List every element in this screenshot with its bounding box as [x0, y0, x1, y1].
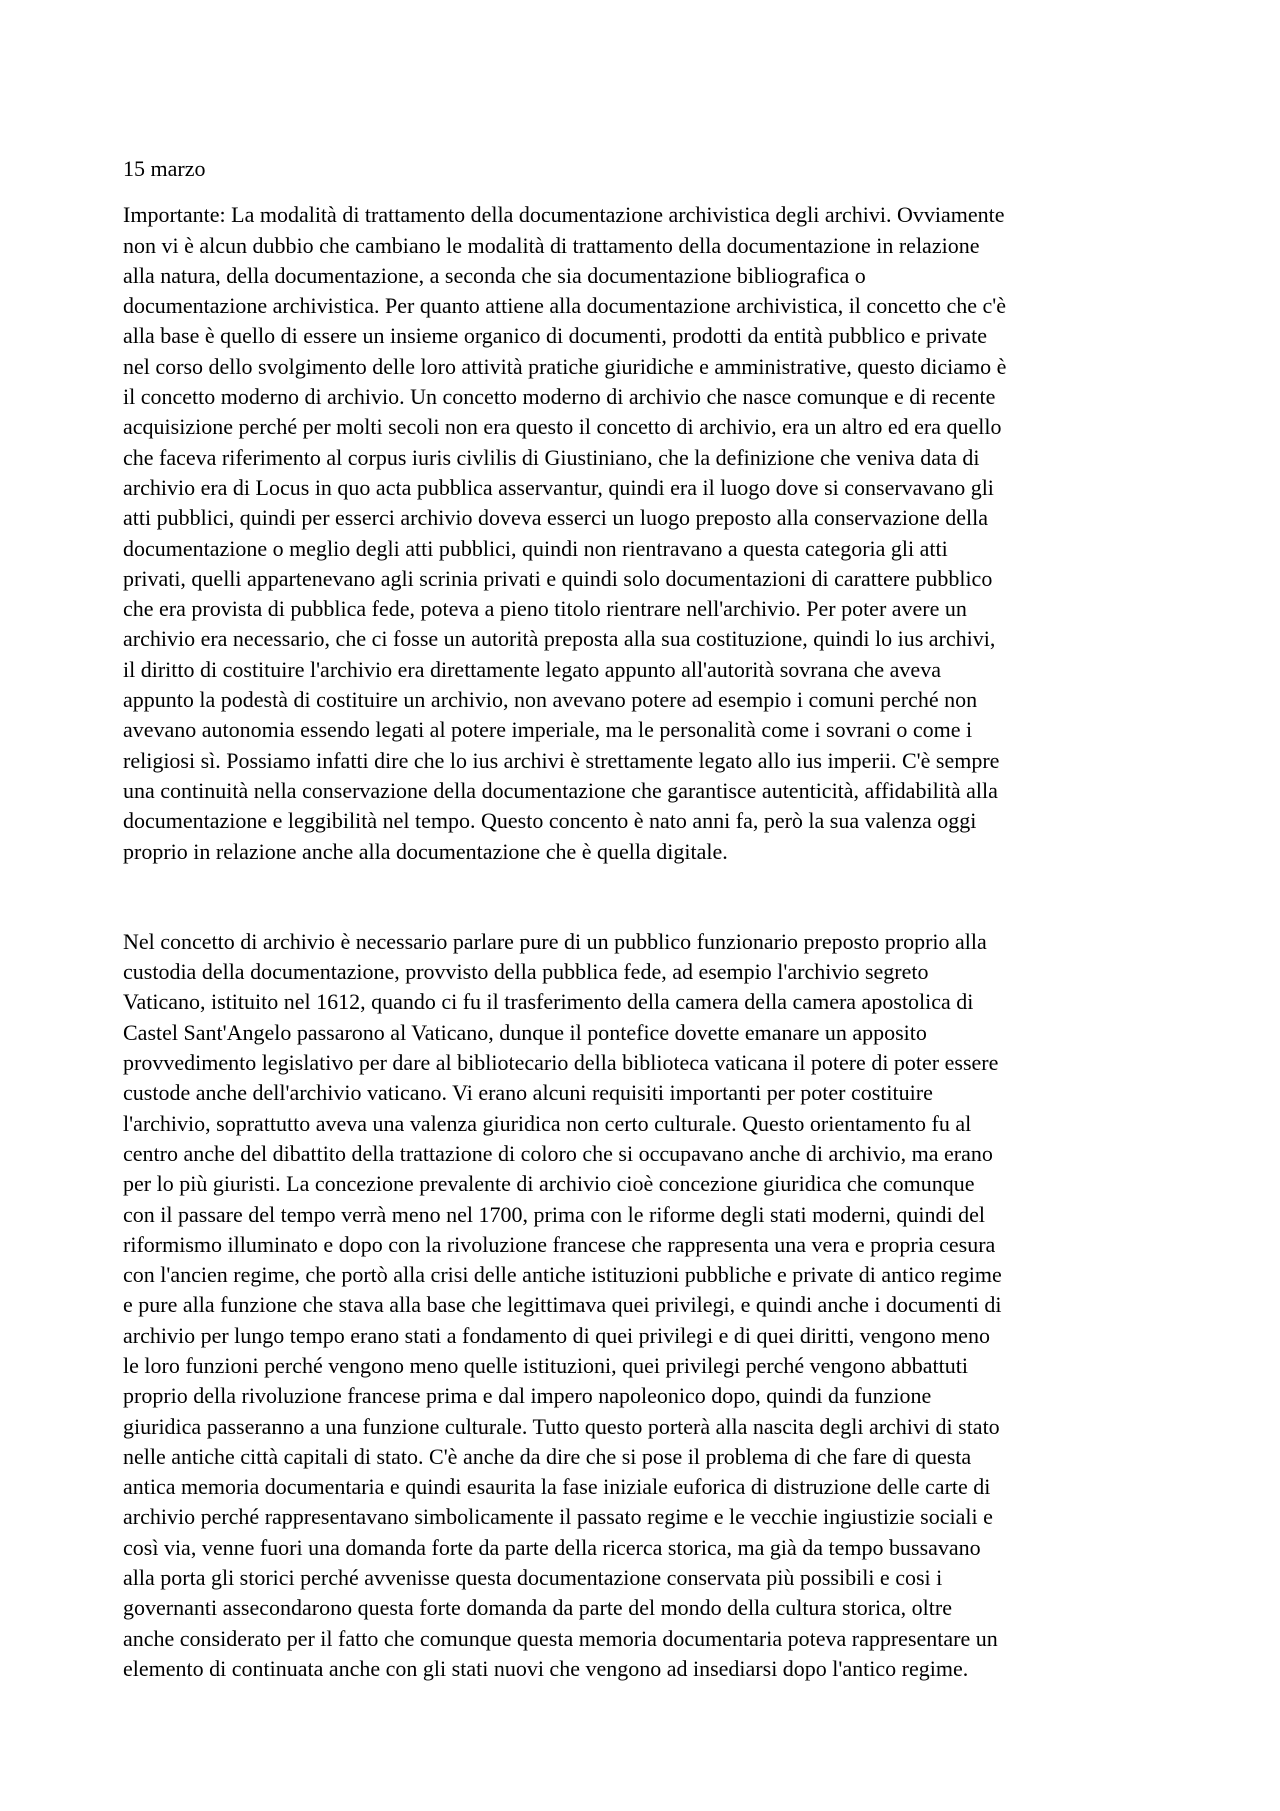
- paragraph-1: Importante: La modalità di trattamento della documentazione archivistica degli archivi. Ovviamente non vi è alcun dubbio che cambiano le modalità di trattamento della documentazione in relazione alla natura, della documentazione, a seconda che sia documentazione bibliografica o documentazione archivistica. Per quanto attiene alla documentazione archivistica, il concetto che c'è alla base è quello di essere un insieme organico di documenti, prodotti da entità pubblico e private nel corso dello svolgimento delle loro attività pratiche giuridiche e amministrative, questo diciamo è il concetto moderno di archivio. Un concetto moderno di archivio che nasce comunque e di recente acquisizione perché per molti secoli non era questo il concetto di archivio, era un altro ed era quello che faceva riferimento al corpus iuris civlilis di Giustiniano, che la definizione che veniva data di archivio era di Locus in quo acta pubblica asservantur, quindi era il luogo dove si conservavano gli atti pubblici, quindi per esserci archivio doveva esserci un luogo preposto alla conservazione della documentazione o meglio degli atti pubblici, quindi non rientravano a questa categoria gli atti privati, quelli appartenevano agli scrinia privati e quindi solo documentazioni di carattere pubblico che era provista di pubblica fede, poteva a pieno titolo rientrare nell'archivio. Per poter avere un archivio era necessario, che ci fosse un autorità preposta alla sua costituzione, quindi lo ius archivi, il diritto di costituire l'archivio era direttamente legato appunto all'autorità sovrana che aveva appunto la podestà di costituire un archivio, non avevano potere ad esempio i comuni perché non avevano autonomia essendo legati al potere imperiale, ma le personalità come i sovrani o come i religiosi sì. Possiamo infatti dire che lo ius archivi è strettamente legato allo ius imperii. C'è sempre una continuità nella conservazione della documentazione che garantisce autenticità, affidabilità alla documentazione e leggibilità nel tempo. Questo concento è nato anni fa, però la sua valenza oggi proprio in relazione anche alla documentazione che è quella digitale.: [123, 202, 1007, 864]
- document-date: 15 marzo: [123, 156, 206, 181]
- paragraph-2: Nel concetto di archivio è necessario parlare pure di un pubblico funzionario preposto proprio alla custodia della documentazione, provvisto della pubblica fede, ad esempio l'archivio segreto Vaticano, istituito nel 1612, quando ci fu il trasferimento della camera della camera apostolica di Castel Sant'Angelo passarono al Vaticano, dunque il pontefice dovette emanare un apposito provvedimento legislativo per dare al bibliotecario della biblioteca vaticana il potere di poter essere custode anche dell'archivio vaticano. Vi erano alcuni requisiti importanti per poter costituire l'archivio, soprattutto aveva una valenza giuridica non certo culturale. Questo orientamento fu al centro anche del dibattito della trattazione di coloro che si occupavano anche di archivio, ma erano per lo più giuristi. La concezione prevalente di archivio cioè concezione giuridica che comunque con il passare del tempo verrà meno nel 1700, prima con le riforme degli stati moderni, quindi del riformismo illuminato e dopo con la rivoluzione francese che rappresenta una vera e propria cesura con l'ancien regime, che portò alla crisi delle antiche istituzioni pubbliche e private di antico regime e pure alla funzione che stava alla base che legittimava quei privilegi, e quindi anche i documenti di archivio per lungo tempo erano stati a fondamento di quei privilegi e di quei diritti, vengono meno le loro funzioni perché vengono meno quelle istituzioni, quei privilegi perché vengono abbattuti proprio della rivoluzione francese prima e dal impero napoleonico dopo, quindi da funzione giuridica passeranno a una funzione culturale. Tutto questo porterà alla nascita degli archivi di stato nelle antiche città capitali di stato. C'è anche da dire che si pose il problema di che fare di questa antica memoria documentaria e quindi esaurita la fase iniziale euforica di distruzione delle carte di archivio perché rappresentavano simbolicamente il passato regime e le vecchie ingiustizie sociali e così via, venne fuori una domanda forte da parte della ricerca storica, ma già da tempo bussavano alla porta gli storici perché avvenisse questa documentazione conservata più possibili e cosi i governanti assecondarono questa forte domanda da parte del mondo della cultura storica, oltre anche considerato per il fatto che comunque questa memoria documentaria poteva rappresentare un elemento di continuata anche con gli stati nuovi che vengono ad insediarsi dopo l'antico regime.: [123, 928, 1002, 1681]
- document-body: [123, 154, 1173, 1684]
- paragraph-spacer: [123, 867, 1173, 927]
